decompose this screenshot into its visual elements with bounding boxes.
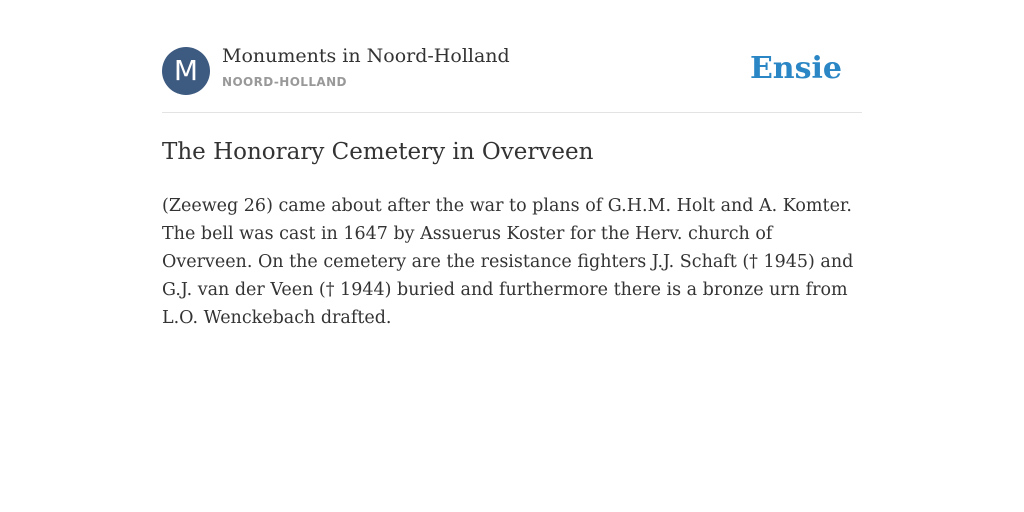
source-title[interactable]: Monuments in Noord-Holland (222, 45, 510, 67)
article-title: The Honorary Cemetery in Overveen (162, 139, 594, 165)
ensie-logo-link[interactable]: Ensie (749, 51, 842, 86)
avatar[interactable]: M (162, 47, 210, 95)
content-container (162, 0, 862, 332)
source-header (162, 0, 862, 113)
source-subtitle[interactable]: NOORD-HOLLAND (222, 75, 347, 89)
article-body: (Zeeweg 26) came about after the war to plans of G.H.M. Holt and A. Komter. The bell was cast in 1647 by Assuerus Koster for the Herv. church of Overveen. On the cemetery are the resistance fighters J.J. Schaft († 1945) and G.J. van der Veen († 1944) buried and furthermore there is a bronze urn from L.O. Wenckebach drafted. (162, 196, 854, 328)
